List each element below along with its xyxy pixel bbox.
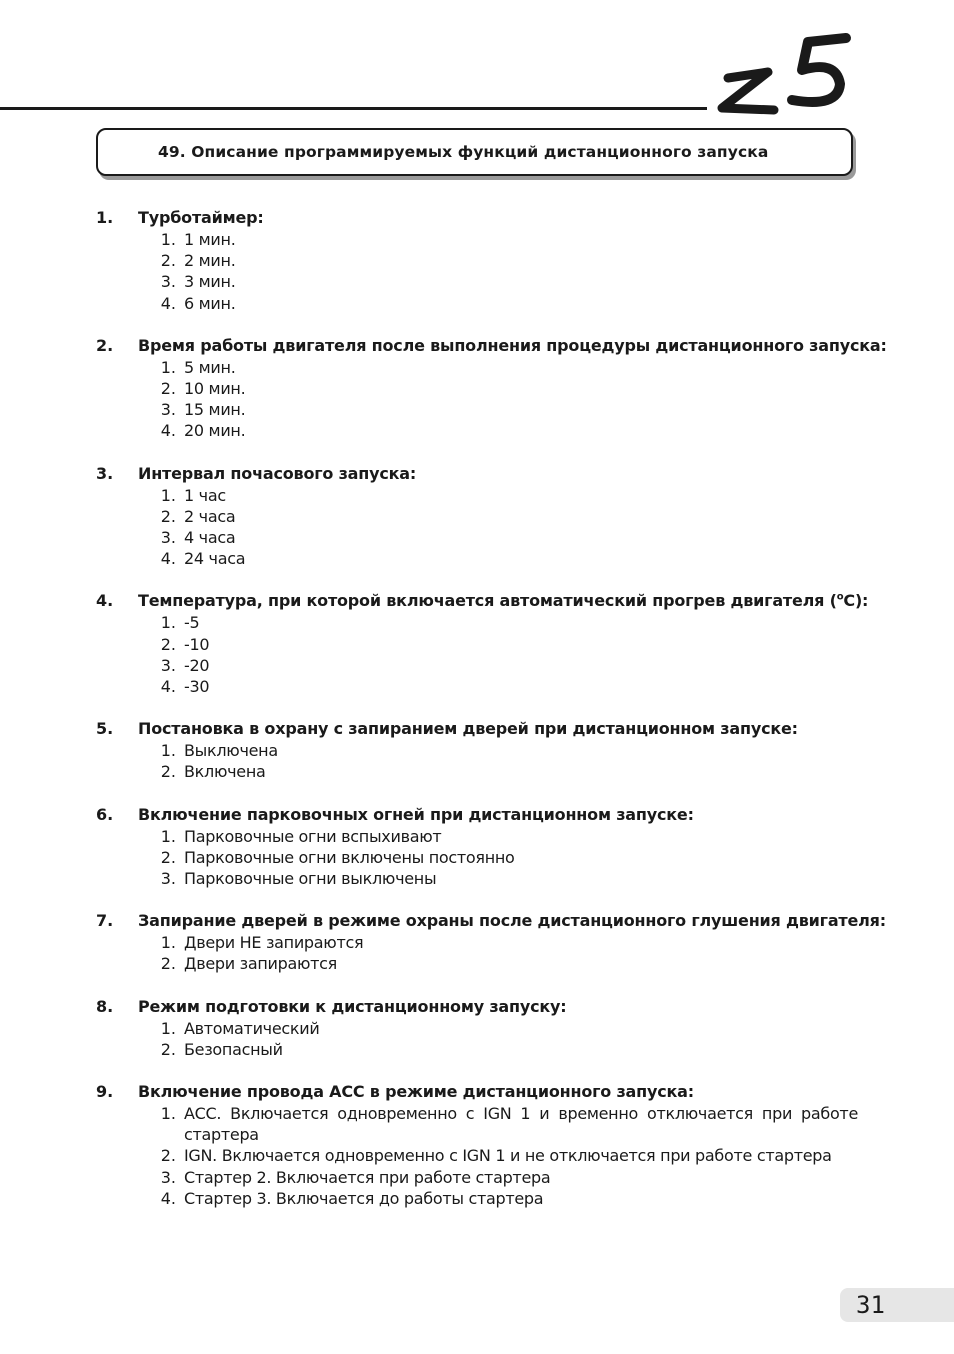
option-item [96,1018,858,1039]
setting-heading [96,207,858,229]
option-text: 15 мин. [184,400,246,420]
setting-title-text: Интервал почасового запуска: [138,463,417,483]
setting-number: 5. [96,719,114,739]
option-number: 2. [160,954,176,974]
setting-item [96,718,858,782]
z5-logo-icon [716,26,862,122]
setting-number: 7. [96,911,114,931]
setting-item [96,1081,858,1209]
option-item [96,655,858,676]
option-text: 2 часа [184,506,236,526]
option-text: Стартер 3. Включается до работы стартера [184,1188,544,1208]
setting-title-text: Время работы двигателя после выполнения процедуры дистанционного запуска: [138,335,887,355]
option-item [96,1039,858,1060]
option-number: 1. [160,357,176,377]
option-text: 1 мин. [184,230,236,249]
header-rule [0,107,707,110]
setting-number: 2. [96,335,114,355]
option-item [96,826,858,847]
setting-title [138,207,264,229]
option-item [96,1145,858,1166]
option-item [96,506,858,527]
option-list [96,229,858,314]
option-number: 2. [160,1146,176,1166]
option-number: 2. [160,847,176,867]
option-number: 3. [160,1167,176,1187]
option-list [96,357,858,442]
setting-title [138,718,798,740]
setting-number: 9. [96,1082,114,1102]
setting-number: 3. [96,463,114,483]
setting-item [96,463,858,570]
option-number: 1. [160,741,176,761]
option-text: 1 час [184,485,226,505]
option-number: 4. [160,293,176,313]
option-text: Безопасный [184,1039,283,1059]
option-text: Включена [184,762,266,782]
option-list [96,740,858,782]
option-text: Двери НЕ запираются [184,933,364,953]
setting-number: 1. [96,208,114,227]
setting-item [96,996,858,1060]
section-title: 49. Описание программируемых функций дистанционного запуска [158,143,769,161]
setting-title-tail: C): [843,591,869,611]
option-number: 4. [160,549,176,569]
option-number: 1. [160,1018,176,1038]
setting-title [138,463,416,485]
setting-heading [96,804,858,826]
option-number: 2. [160,1039,176,1059]
page-number-tab [840,1288,954,1322]
option-text: Стартер 2. Включается при работе стартера [184,1167,551,1187]
option-text: 3 мин. [184,272,236,292]
option-list [96,826,858,890]
setting-heading [96,718,858,740]
setting-heading [96,996,858,1018]
page-number: 31 [856,1291,885,1319]
option-item [96,378,858,399]
setting-title-text: Температура, при которой включается автоматический прогрев двигателя ( [138,591,837,611]
option-number: 3. [160,400,176,420]
option-item [96,847,858,868]
option-text: 5 мин. [184,357,236,377]
option-item [96,548,858,569]
option-number: 2. [160,634,176,654]
option-text: 2 мин. [184,251,236,271]
option-item [96,676,858,697]
option-item [96,485,858,506]
option-list [96,485,858,570]
option-text: 10 мин. [184,379,246,399]
option-number: 1. [160,613,176,633]
option-item [96,1103,858,1145]
option-text: -30 [184,677,210,697]
option-item [96,868,858,889]
setting-heading [96,463,858,485]
setting-title [138,910,886,932]
option-item [96,293,858,314]
setting-item [96,910,886,974]
option-text: IGN. Включается одновременно с IGN 1 и не отключается при работе стартера [184,1146,832,1166]
setting-number: 4. [96,591,114,611]
setting-title-text: Режим подготовки к дистанционному запуску: [138,996,567,1016]
option-text: Двери запираются [184,954,337,974]
option-number: 3. [160,869,176,889]
option-item [96,527,858,548]
option-number: 3. [160,272,176,292]
option-text: -10 [184,634,210,654]
option-list [96,932,858,974]
setting-heading [96,590,869,612]
setting-item [96,590,869,697]
setting-title [138,804,694,826]
option-number: 2. [160,506,176,526]
setting-number: 6. [96,804,114,824]
setting-number: 8. [96,996,114,1016]
setting-item [96,804,858,890]
setting-title [138,996,566,1018]
option-item [96,953,858,974]
option-text: 24 часа [184,549,246,569]
option-item [96,1167,858,1188]
setting-item [96,207,858,314]
option-item [96,761,858,782]
option-number: 2. [160,379,176,399]
option-text: 6 мин. [184,293,236,313]
section-header-box [96,128,853,176]
option-item [96,399,858,420]
option-number: 4. [160,677,176,697]
setting-heading [96,1081,858,1103]
option-number: 1. [160,485,176,505]
option-item [96,420,858,441]
option-number: 1. [160,826,176,846]
option-number: 2. [160,251,176,271]
setting-item [96,335,887,442]
option-text: Автоматический [184,1018,320,1038]
option-number: 4. [160,1188,176,1208]
option-text: -20 [184,655,210,675]
setting-heading [96,335,887,357]
option-item [96,612,858,633]
option-item [96,932,858,953]
settings-list [96,207,887,1230]
option-text: Парковочные огни включены постоянно [184,847,515,867]
option-item [96,740,858,761]
option-list [96,612,858,697]
option-number: 4. [160,421,176,441]
option-text: Выключена [184,741,278,761]
option-text: Парковочные огни вспыхивают [184,826,442,846]
setting-title-text: Запирание дверей в режиме охраны после дистанционного глушения двигателя: [138,911,886,931]
option-item [96,229,858,250]
option-number: 1. [160,933,176,953]
option-item [96,634,858,655]
degree-superscript: o [836,592,844,604]
option-text: -5 [184,613,200,633]
setting-title-text: Включение провода АСС в режиме дистанционного запуска: [138,1082,694,1102]
option-item [96,250,858,271]
option-number: 1. [160,230,176,249]
setting-title [138,590,868,612]
setting-title-text: Турботаймер: [138,208,264,227]
option-text: Парковочные огни выключены [184,869,437,889]
option-number: 3. [160,655,176,675]
setting-title-text: Постановка в охрану с запиранием дверей при дистанционном запуске: [138,719,798,739]
option-item [96,357,858,378]
option-number: 1. [160,1104,176,1124]
option-item [96,271,858,292]
setting-heading [96,910,886,932]
option-text: 4 часа [184,528,236,548]
setting-title-text: Включение парковочных огней при дистанционном запуске: [138,804,694,824]
option-number: 2. [160,762,176,782]
option-text: АСС. Включается одновременно с IGN 1 и временно отключается при работе стартера [184,1104,858,1145]
option-list [96,1103,858,1209]
option-item [96,1188,858,1209]
setting-title [138,335,887,357]
option-list [96,1018,858,1060]
option-text: 20 мин. [184,421,246,441]
setting-title [138,1081,694,1103]
option-number: 3. [160,528,176,548]
